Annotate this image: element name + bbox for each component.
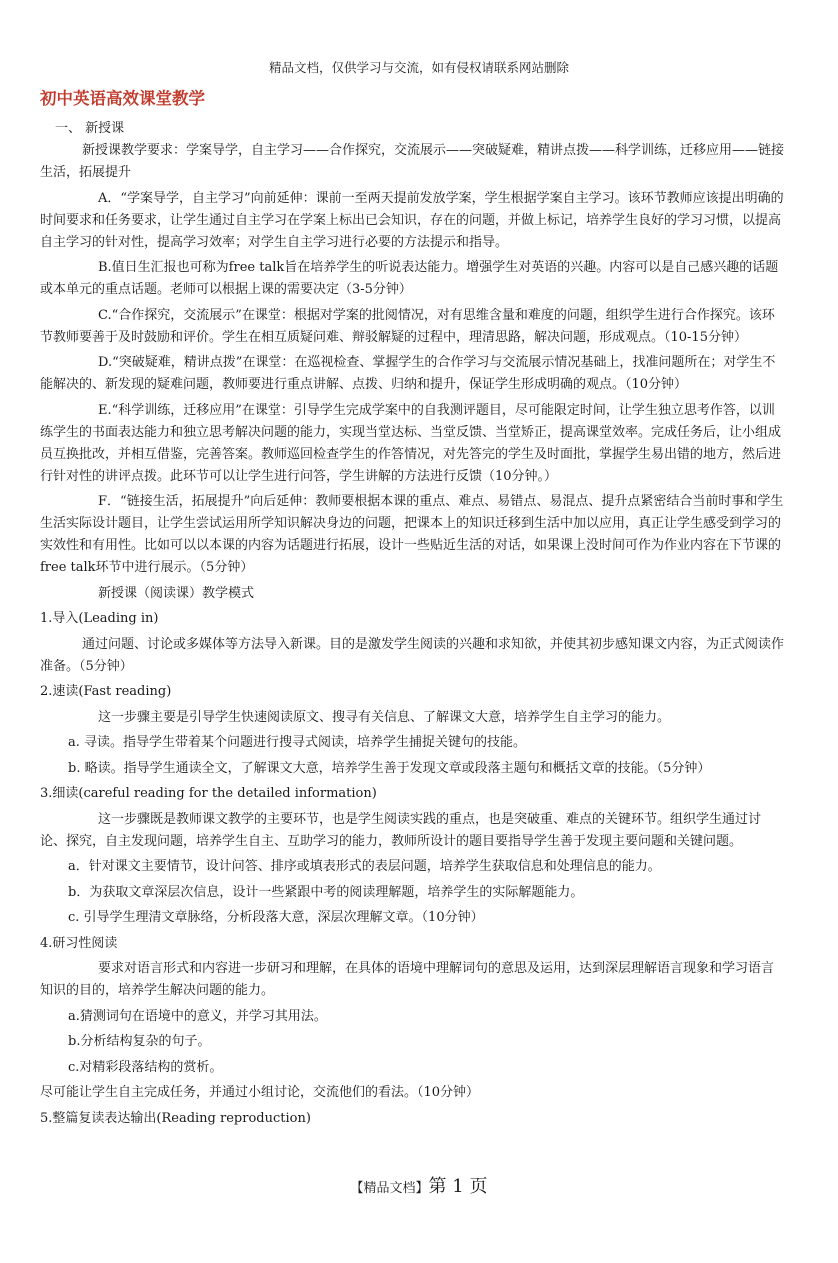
paragraph-requirements: 新授课教学要求：学案导学，自主学习——合作探究，交流展示——突破疑难，精讲点拨——科学训练，迁移应用——链接生活，拓展提升 [40, 143, 785, 180]
step-4-heading: 4.研习性阅读 [40, 935, 118, 951]
step-3-item-a: a．针对课文主要情节，设计问答、排序或填表形式的表层问题，培养学生获取信息和处理信息的能力。 [68, 859, 661, 874]
step-3-item-b: b．为获取文章深层次信息，设计一些紧跟中考的阅读理解题，培养学生的实际解题能力。 [68, 884, 584, 900]
step-4-item-c: c.对精彩段落结构的赏析。 [68, 1059, 223, 1075]
document-body [40, 118, 784, 1130]
step-2-body: 这一步骤主要是引导学生快速阅读原文、搜寻有关信息、了解课文大意，培养学生自主学习的能力。 [98, 709, 671, 725]
mode-heading: 新授课（阅读课）教学模式 [98, 585, 255, 601]
step-2-heading: 2.速读(Fast reading) [40, 684, 172, 699]
section-heading: 一、 新授课 [55, 121, 125, 136]
header-note: 精品文档，仅供学习与交流，如有侵权请联系网站删除 [268, 60, 569, 75]
page-number: 第 1 页 [428, 1176, 488, 1197]
paragraph-item-d: D.“突破疑难，精讲点拨”在课堂：在巡视检查、掌握学生的合作学习与交流展示情况基础上，找准问题所在；对学生不能解决的、新发现的疑难问题，教师要进行重点讲解、点拨、归纳和提升，保证学生形成明确的观点。（10分钟） [40, 355, 776, 392]
step-3-heading: 3.细读(careful reading for the detailed information) [40, 786, 377, 801]
step-2-item-a: a. 寻读。指导学生带着某个问题进行搜寻式阅读，培养学生捕捉关键句的技能。 [68, 735, 527, 750]
step-4-note: 尽可能让学生自主完成任务，并通过小组讨论，交流他们的看法。（10分钟） [40, 1085, 480, 1100]
step-4-item-a: a.猜测词句在语境中的意义，并学习其用法。 [68, 1008, 327, 1024]
step-1-body: 通过问题、讨论或多媒体等方法导入新课。目的是激发学生阅读的兴趣和求知欲，并使其初步感知课文内容，为正式阅读作准备。（5分钟） [40, 636, 785, 674]
step-4-body: 要求对语言形式和内容进一步研习和理解，在具体的语境中理解词句的意思及运用，达到深层理解语言现象和学习语言知识的目的，培养学生解决问题的能力。 [40, 961, 775, 998]
document-title: 初中英语高效课堂教学 [40, 89, 205, 108]
footer-badge: 【精品文档】 [350, 1181, 429, 1196]
step-1-heading: 1.导入(Leading in) [40, 611, 159, 626]
paragraph-item-c: C.“合作探究，交流展示”在课堂：根据对学案的批阅情况，对有思维含量和难度的问题，组织学生进行合作探究。该环节教师要善于及时鼓励和评价。学生在相互质疑问难、辩驳解疑的过程中，理清思路，解决问题，形成观点。（10-15分钟） [40, 307, 775, 345]
paragraph-item-e: E.“科学训练，迁移应用”在课堂：引导学生完成学案中的自我测评题目，尽可能限定时间，让学生独立思考作答，以训练学生的书面表达能力和独立思考解决问题的能力，实现当堂达标、当堂反馈、当堂矫正，提高课堂效率。完成任务后，让小组成员互换批改，并相互借鉴，完善答案。教师巡回检查学生的作答情况，对先答完的学生及时面批，掌握学生易出错的地方，然后进行针对性的讲评点拨。此环节可以让学生进行问答，学生讲解的方法进行反馈（10分钟。） [40, 402, 782, 484]
paragraph-item-b: B.值日生汇报也可称为free talk旨在培养学生的听说表达能力。增强学生对英语的兴趣。内容可以是自己感兴趣的话题或本单元的重点话题。老师可以根据上课的需要决定（3-5分钟） [40, 260, 779, 297]
page-footer [0, 1172, 838, 1198]
step-3-body: 这一步骤既是教师课文教学的主要环节，也是学生阅读实践的重点，也是突破重、难点的关键环节。组织学生通过讨论、探究，自主发现问题，培养学生自主、互助学习的能力，教师所设计的题目要指导学生善于发现主要问题和关键问题。 [40, 811, 762, 849]
step-2-item-b: b. 略读。指导学生通读全文，了解课文大意，培养学生善于发现文章或段落主题句和概括文章的技能。（5分钟） [68, 760, 711, 776]
step-4-item-b: b.分析结构复杂的句子。 [68, 1034, 211, 1049]
step-5-heading: 5.整篇复读表达输出(Reading reproduction) [40, 1110, 311, 1126]
paragraph-item-f: F．“链接生活，拓展提升”向后延伸：教师要根据本课的重点、难点、易错点、易混点、提升点紧密结合当前时事和学生生活实际设计题目，让学生尝试运用所学知识解决身边的问题，把课本上的知识迁移到生活中加以应用，真正让学生感受到学习的实效性和有用性。比如可以以本课的内容为话题进行拓展，设计一些贴近生活的对话，如果课上没时间可作为作业内容在下节课的free talk环节中进行展示。（5分钟） [40, 494, 784, 575]
step-3-item-c: c. 引导学生理清文章脉络，分析段落大意，深层次理解文章。（10分钟） [68, 910, 484, 925]
paragraph-item-a: A．“学案导学，自主学习”向前延伸：课前一至两天提前发放学案，学生根据学案自主学习。该环节教师应该提出明确的时间要求和任务要求，让学生通过自主学习在学案上标出已会知识，存在的问题，并做上标记，培养学生良好的学习习惯，以提高自主学习的针对性，提高学习效率；对学生自主学习进行必要的方法提示和指导。 [40, 190, 784, 250]
